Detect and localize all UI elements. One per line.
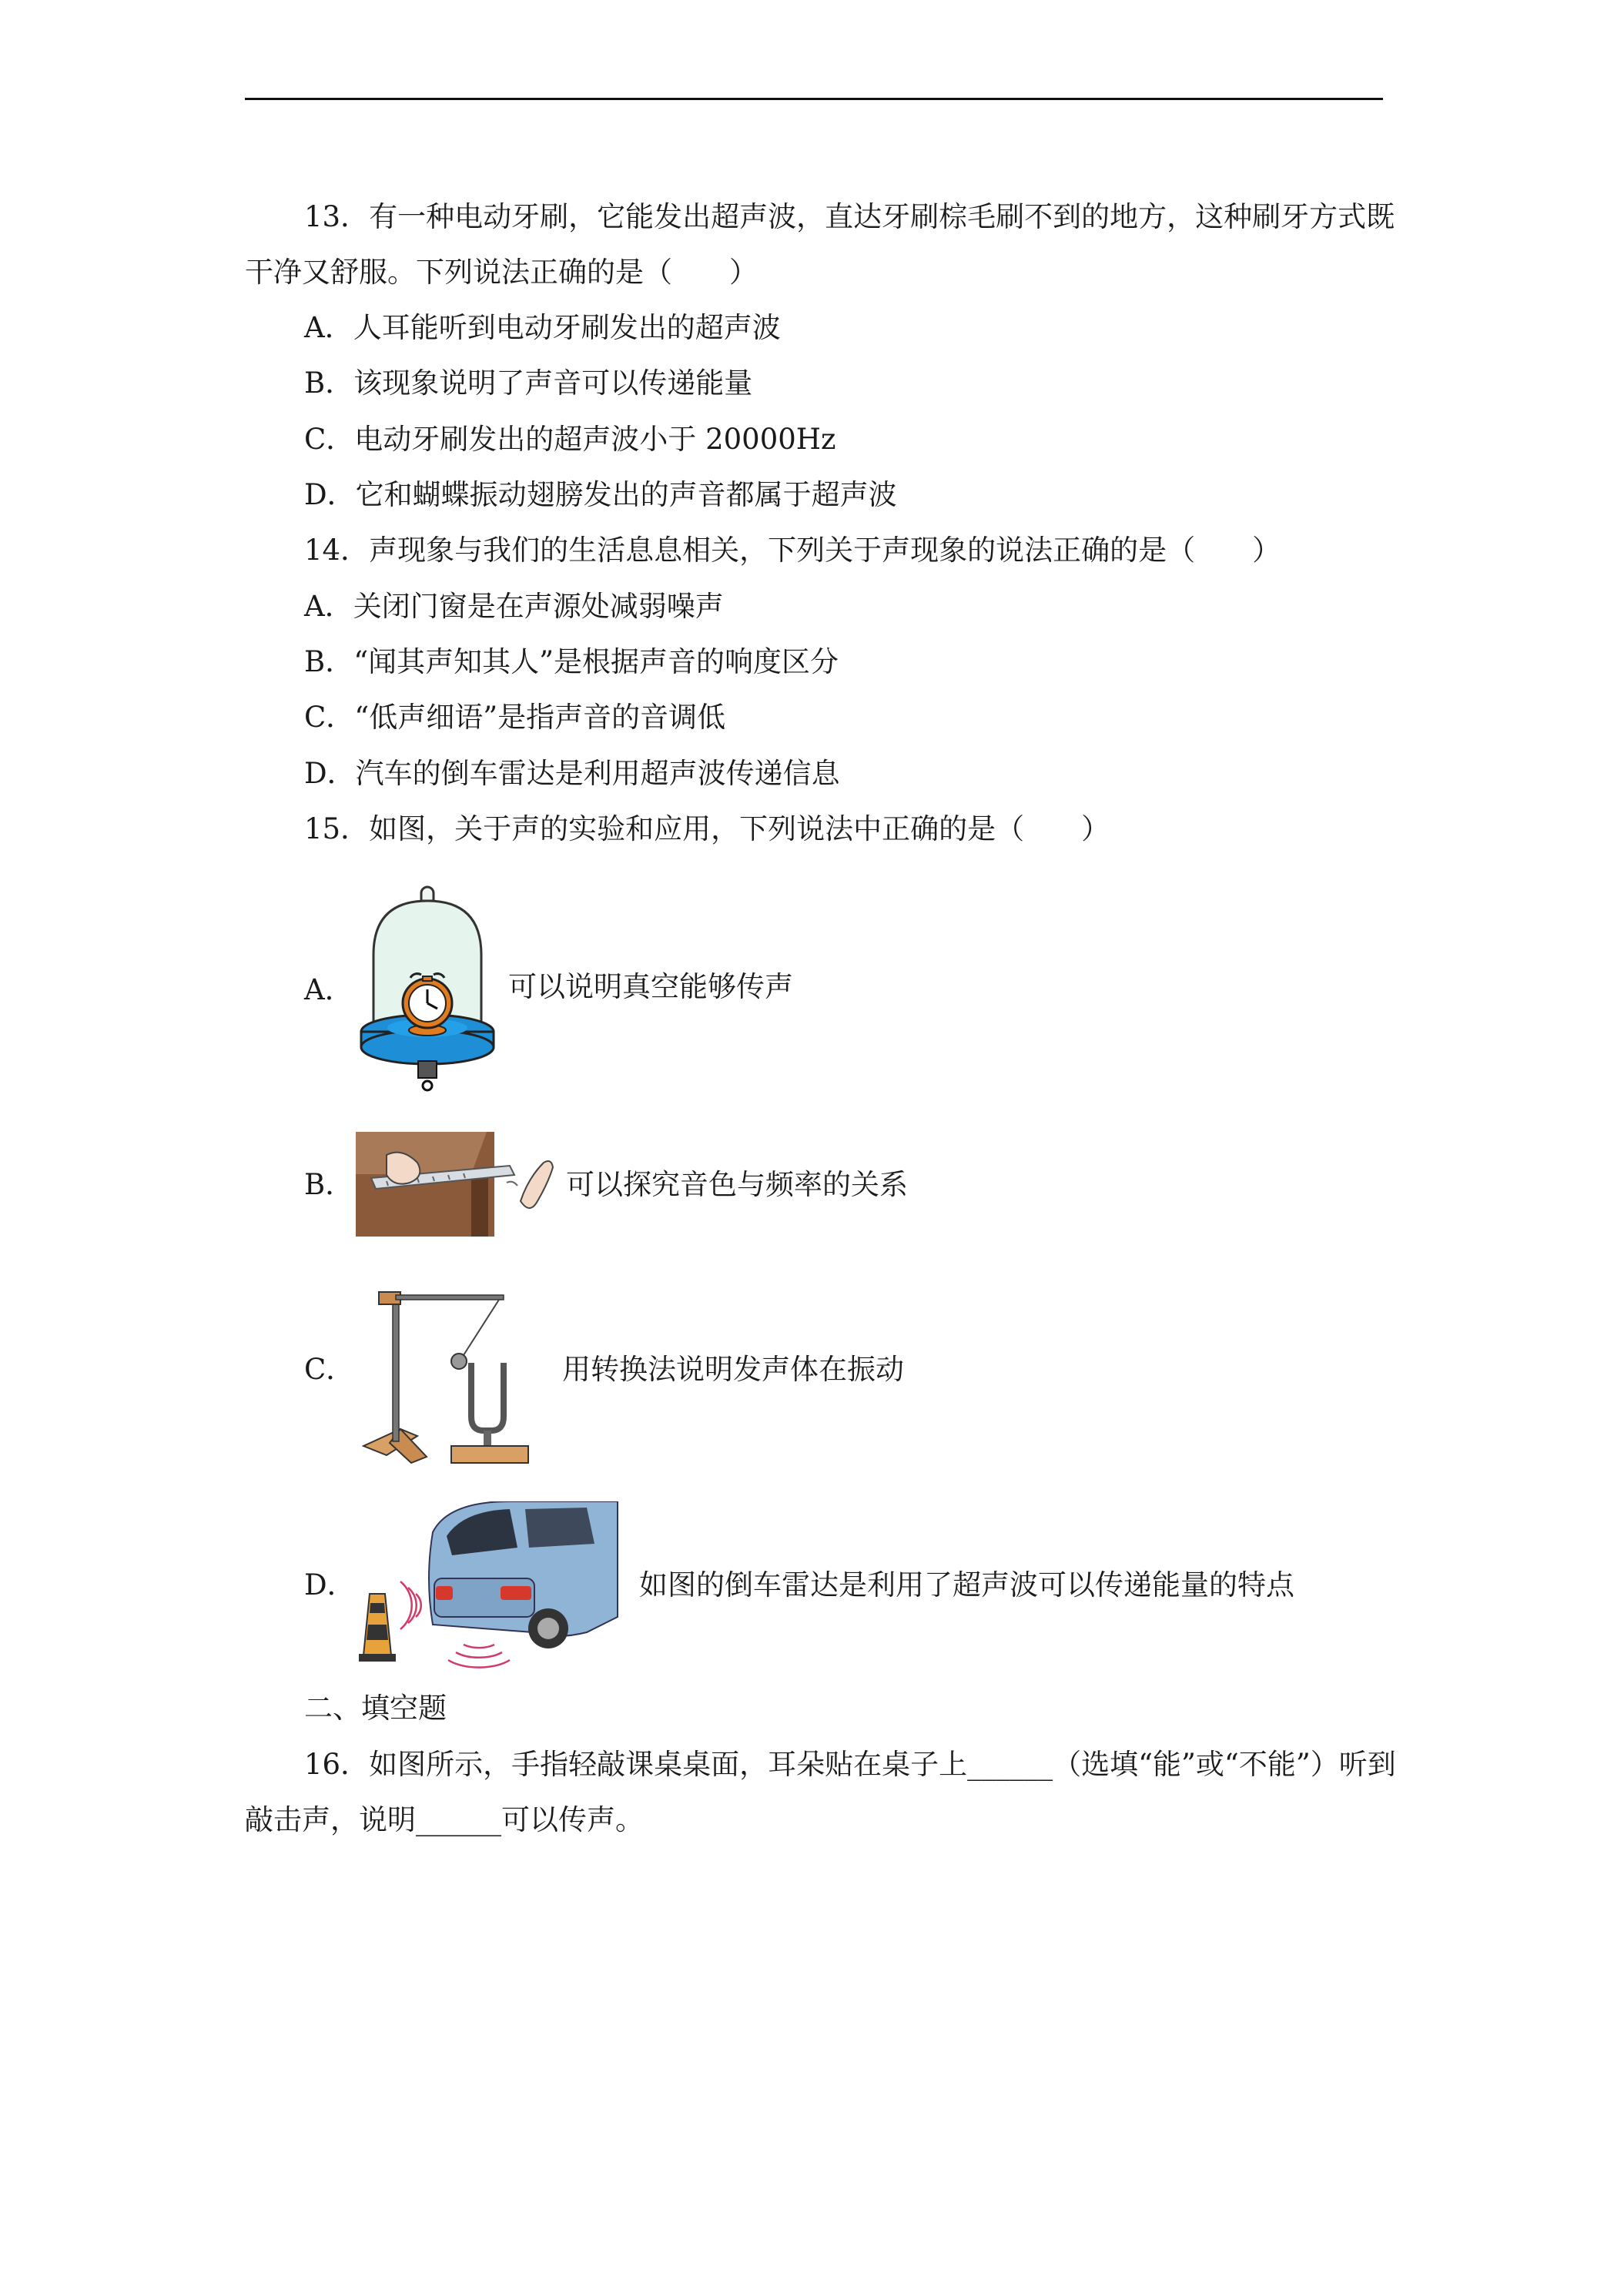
q15-option-a-text: 可以说明真空能够传声: [508, 970, 793, 1003]
q15-option-d-letter: D．: [304, 1568, 356, 1602]
q15-option-c-letter: C．: [304, 1353, 355, 1386]
q16-line1: 16．如图所示，手指轻敲课桌桌面，耳朵贴在桌子上______（选填“能”或“不能”）听到: [304, 1748, 1396, 1781]
bell-jar-alarm-clock-icon: [358, 878, 497, 1109]
q15-option-c-text: 用转换法说明发声体在振动: [562, 1353, 904, 1386]
q13-option-c: C．电动牙刷发出的超声波小于 20000Hz: [304, 423, 836, 456]
q13-stem-line2: 干净又舒服。下列说法正确的是（ ）: [245, 256, 758, 289]
q13-option-b: B．该现象说明了声音可以传递能量: [304, 366, 753, 400]
q15-option-b-letter: B．: [304, 1168, 354, 1201]
header-rule: [245, 98, 1383, 100]
ruler-on-table-icon: [356, 1132, 556, 1237]
q15-stem: 15．如图，关于声的实验和应用，下列说法中正确的是（ ）: [304, 812, 1110, 845]
q13-stem-line1: 13．有一种电动牙刷，它能发出超声波，直达牙刷棕毛刷不到的地方，这种刷牙方式既: [304, 200, 1395, 233]
q14-option-c: C．“低声细语”是指声音的音调低: [304, 701, 726, 734]
q15-option-a-letter: A．: [304, 973, 353, 1006]
q14-option-d: D．汽车的倒车雷达是利用超声波传递信息: [304, 757, 840, 790]
q14-option-b: B．“闻其声知其人”是根据声音的响度区分: [304, 645, 839, 678]
q15-option-b-text: 可以探究音色与频率的关系: [566, 1168, 908, 1201]
q15-option-d-text: 如图的倒车雷达是利用了超声波可以传递能量的特点: [639, 1568, 1294, 1602]
q13-option-a: A．人耳能听到电动牙刷发出的超声波: [304, 311, 781, 344]
q14-stem: 14．声现象与我们的生活息息相关，下列关于声现象的说法正确的是（ ）: [304, 534, 1281, 567]
q13-option-d: D．它和蝴蝶振动翅膀发出的声音都属于超声波: [304, 478, 897, 511]
tuning-fork-pendulum-icon: [356, 1278, 548, 1467]
q14-option-a: A．关闭门窗是在声源处减弱噪声: [304, 590, 724, 623]
section-title-fill-in: 二、填空题: [304, 1692, 447, 1725]
q16-line2: 敲击声，说明______可以传声。: [245, 1803, 644, 1836]
car-reversing-radar-icon: [356, 1501, 625, 1675]
